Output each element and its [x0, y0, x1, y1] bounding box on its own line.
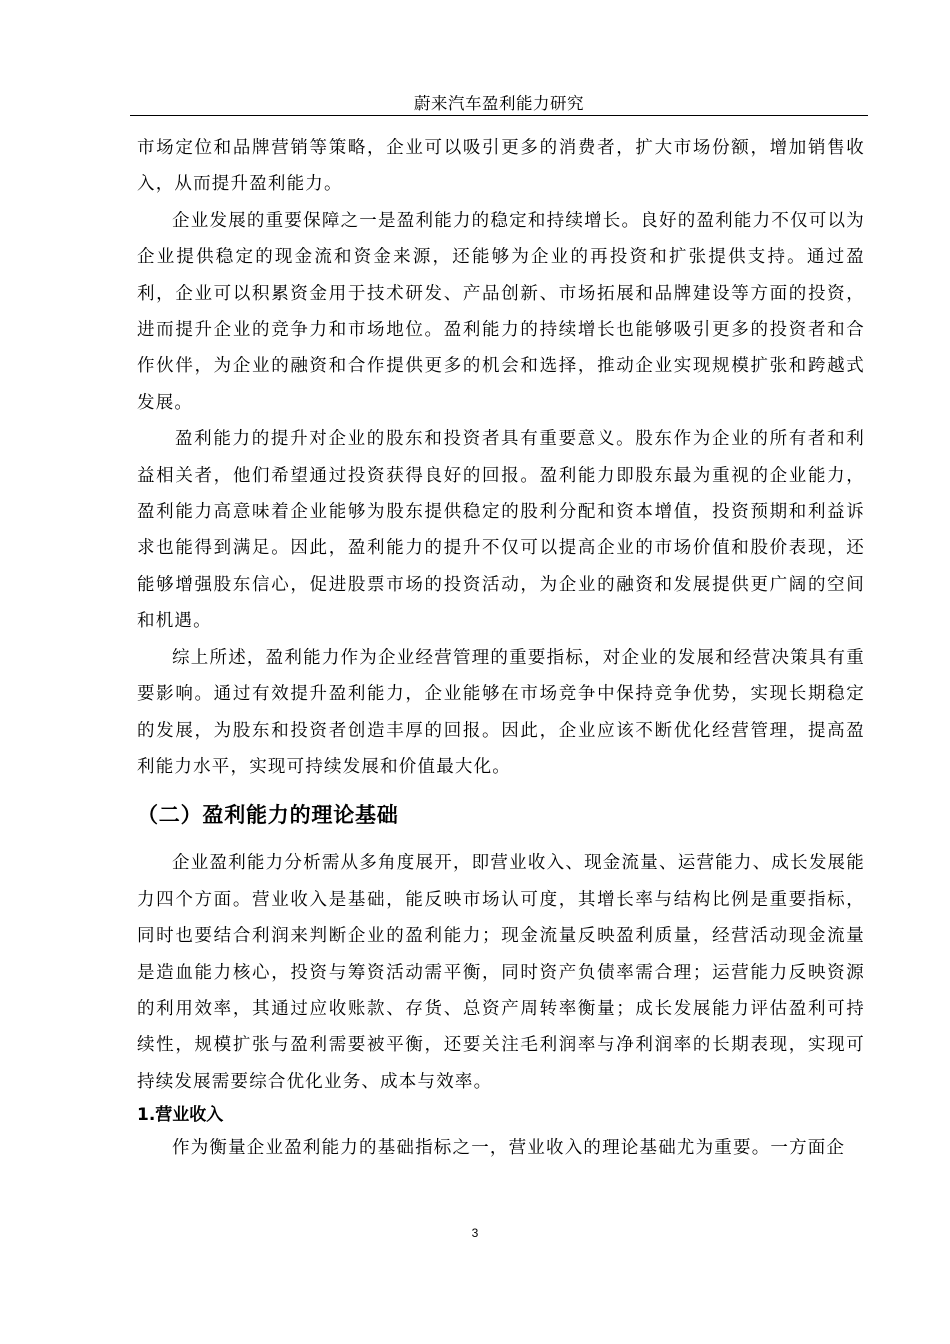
body-paragraph: 盈利能力的提升对企业的股东和投资者具有重要意义。股东作为企业的所有者和利益相关者，他们希望通过投资获得良好的回报。盈利能力即股东最为重视的企业能力，盈利能力高意味着企业能够为股东提供稳定的股利分配和资本增值，投资预期和利益诉求也能得到满足。因此，盈利能力的提升不仅可以提高企业的市场价值和股价表现，还能够增强股东信心，促进股票市场的投资活动，为企业的融资和发展提供更广阔的空间和机遇。 [137, 429, 865, 632]
page-number: 3 [471, 1226, 479, 1240]
subsection-heading: 1.营业收入 [137, 1105, 224, 1126]
section-heading: （二）盈利能力的理论基础 [137, 803, 399, 828]
body-paragraph-continued: 市场定位和品牌营销等策略，企业可以吸引更多的消费者，扩大市场份额，增加销售收入，从而提升盈利能力。 [137, 138, 865, 195]
running-header-title: 蔚来汽车盈利能力研究 [414, 94, 584, 113]
body-paragraph: 企业发展的重要保障之一是盈利能力的稳定和持续增长。良好的盈利能力不仅可以为企业提供稳定的现金流和资金来源，还能够为企业的再投资和扩张提供支持。通过盈利，企业可以积累资金用于技术研发、产品创新、市场拓展和品牌建设等方面的投资，进而提升企业的竞争力和市场地位。盈利能力的持续增长也能够吸引更多的投资者和合作伙伴，为企业的融资和合作提供更多的机会和选择，推动企业实现规模扩张和跨越式发展。 [137, 210, 865, 413]
page-body [137, 130, 865, 1167]
header-divider [130, 115, 868, 116]
body-paragraph: 作为衡量企业盈利能力的基础指标之一，营业收入的理论基础尤为重要。一方面企 [172, 1138, 846, 1159]
body-paragraph: 企业盈利能力分析需从多角度展开，即营业收入、现金流量、运营能力、成长发展能力四个方面。营业收入是基础，能反映市场认可度，其增长率与结构比例是重要指标，同时也要结合利润来判断企业的盈利能力；现金流量反映盈利质量，经营活动现金流量是造血能力核心，投资与筹资活动需平衡，同时资产负债率需合理；运营能力反映资源的利用效率，其通过应收账款、存货、总资产周转率衡量；成长发展能力评估盈利可持续性，规模扩张与盈利需要被平衡，还要关注毛利润率与净利润率的长期表现，实现可持续发展需要综合优化业务、成本与效率。 [137, 853, 865, 1092]
body-paragraph: 综上所述，盈利能力作为企业经营管理的重要指标，对企业的发展和经营决策具有重要影响。通过有效提升盈利能力，企业能够在市场竞争中保持竞争优势，实现长期稳定的发展，为股东和投资者创造丰厚的回报。因此，企业应该不断优化经营管理，提高盈利能力水平，实现可持续发展和价值最大化。 [137, 647, 865, 777]
